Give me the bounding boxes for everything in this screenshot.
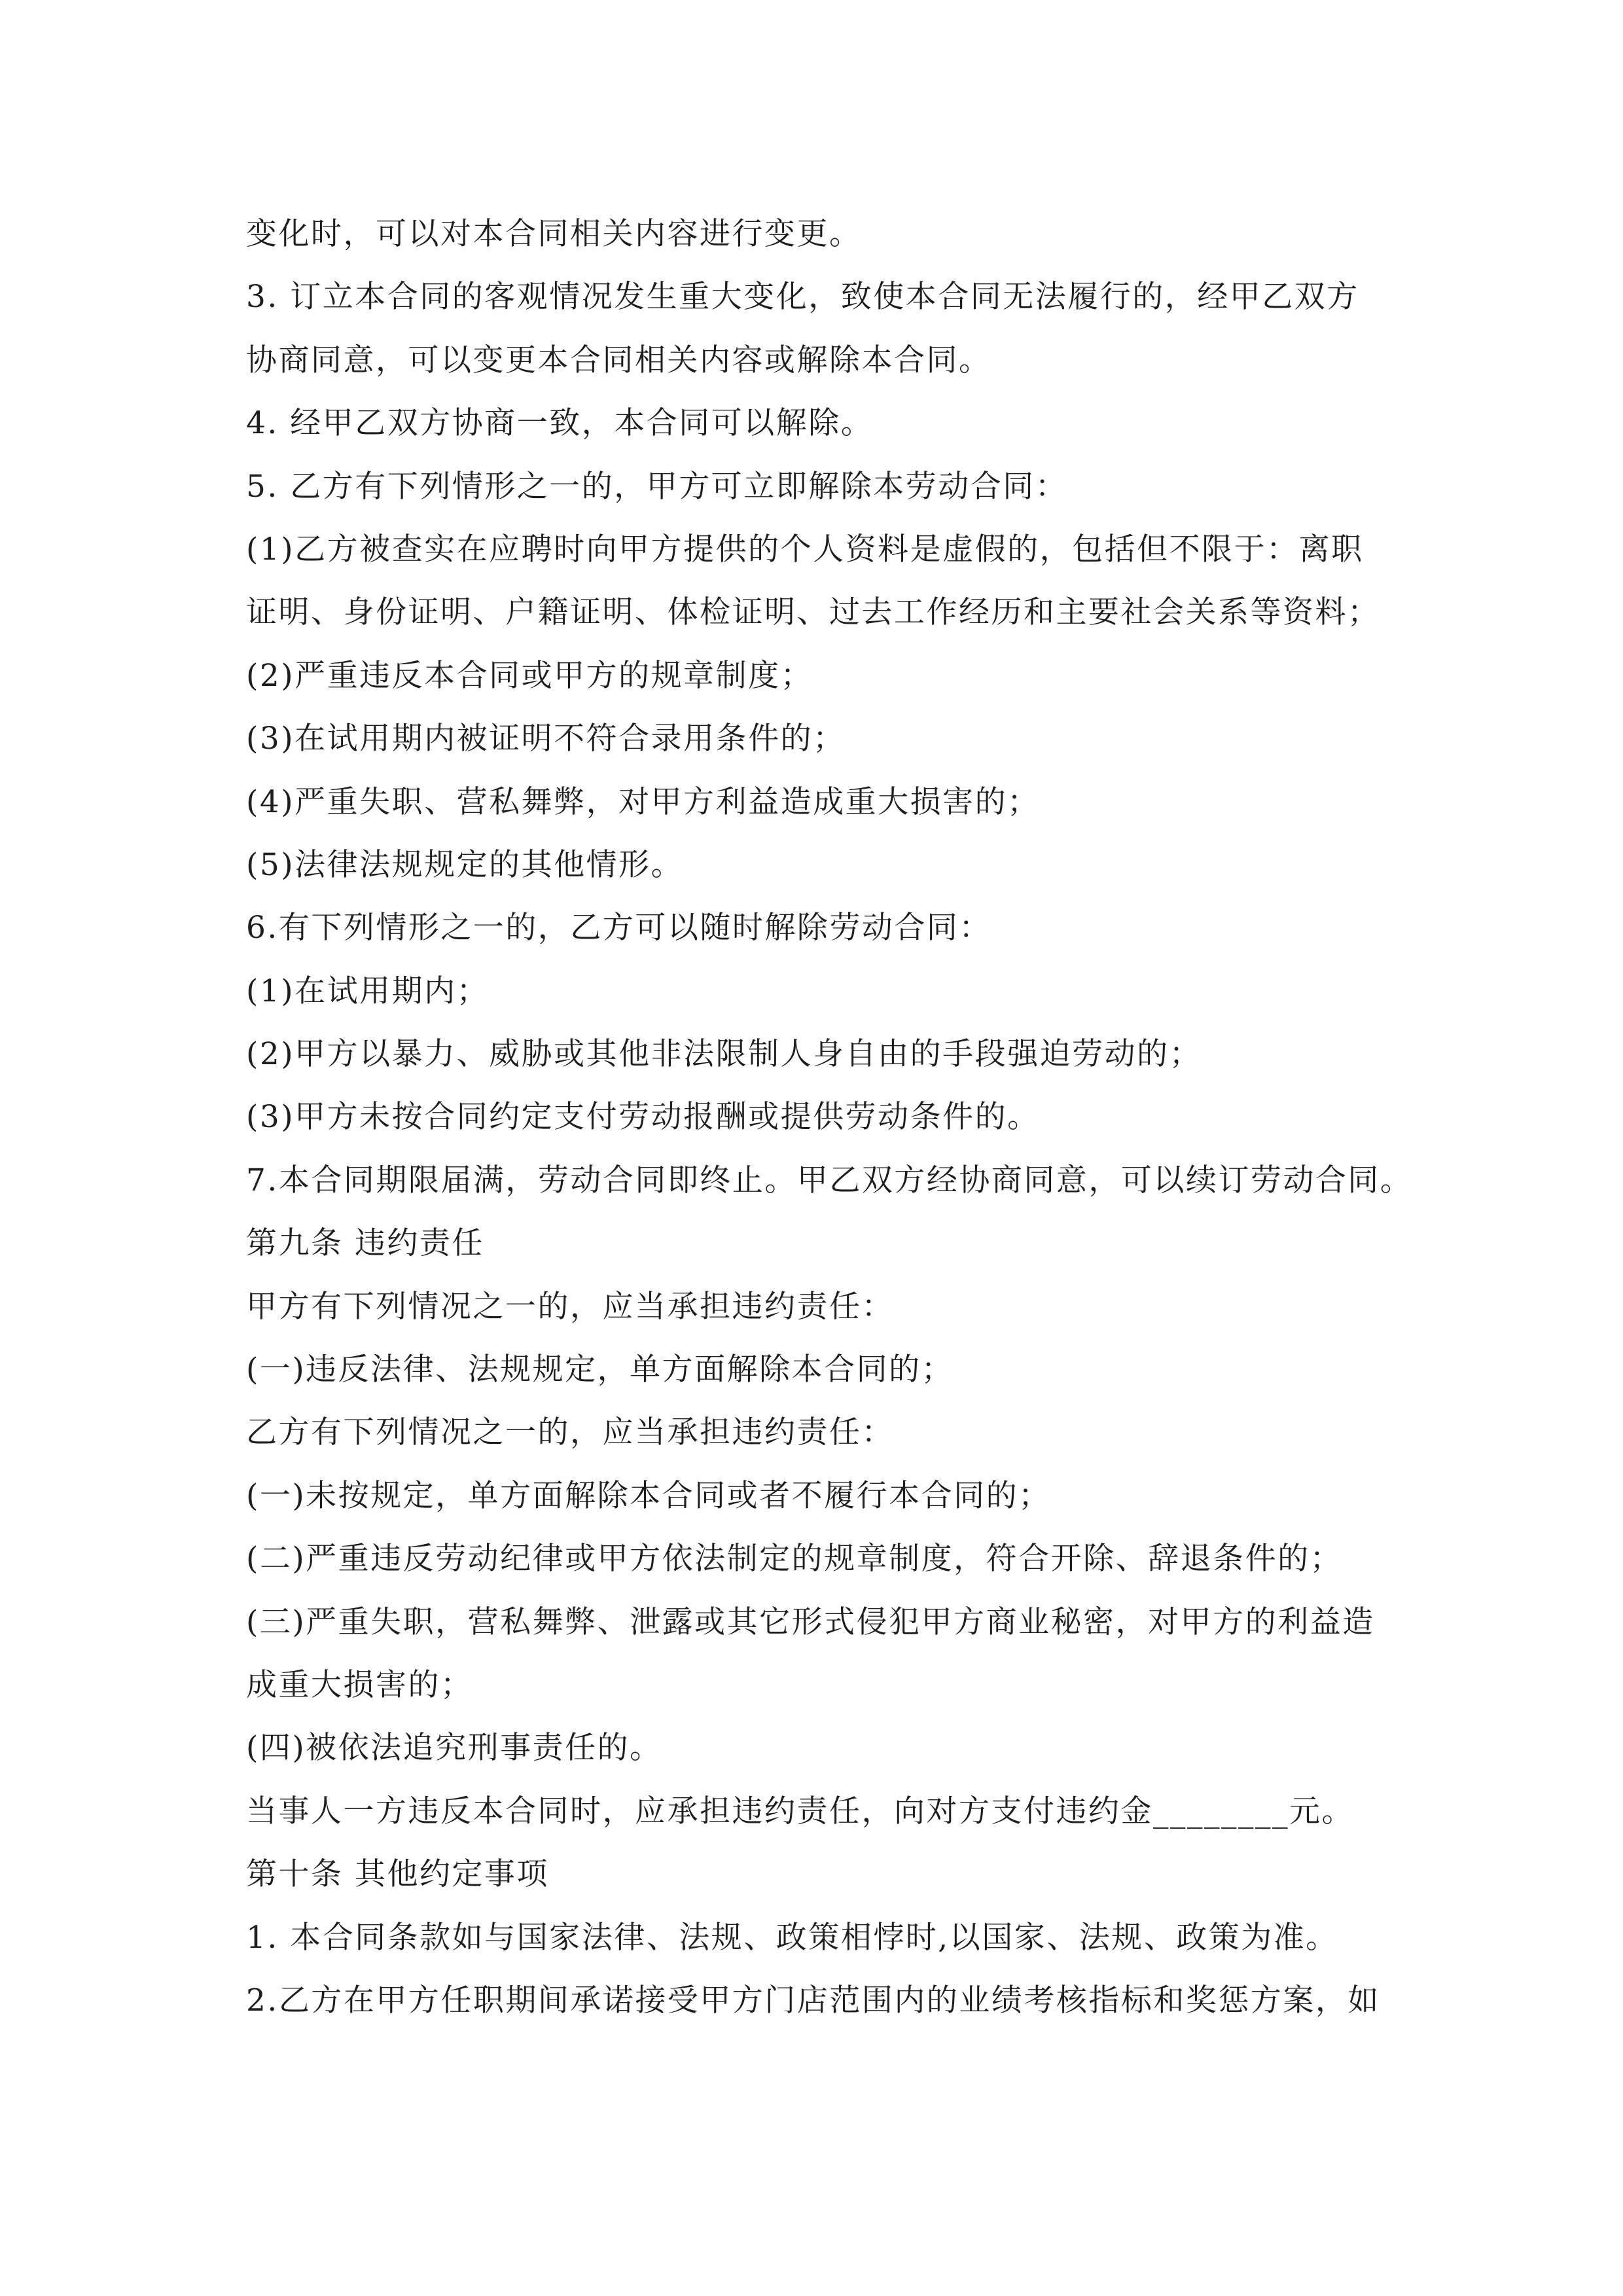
text-line: (四)被依法追究刑事责任的。 [246, 1730, 662, 1767]
text-line: (1)在试用期内； [246, 973, 490, 1009]
text-line: 当事人一方违反本合同时，应承担违约责任，向对方支付违约金________元。 [246, 1793, 1354, 1829]
text-line: 1. 本合同条款如与国家法律、法规、政策相悖时,以国家、法规、政策为准。 [246, 1919, 1338, 1956]
document-body [246, 203, 1413, 2032]
text-line: 甲方有下列情况之一的，应当承担违约责任： [246, 1288, 894, 1325]
text-line: 协商同意，可以变更本合同相关内容或解除本合同。 [246, 342, 991, 378]
text-line: (1)乙方被查实在应聘时向甲方提供的个人资料是虚假的，包括但不限于：离职 [246, 531, 1364, 567]
text-line: (一)违反法律、法规规定，单方面解除本合同的； [246, 1352, 954, 1388]
text-line: 成重大损害的； [246, 1666, 473, 1703]
text-line: 5. 乙方有下列情形之一的，甲方可立即解除本劳动合同： [246, 468, 1068, 505]
text-line: 乙方有下列情况之一的，应当承担违约责任： [246, 1414, 894, 1451]
text-line: 6.有下列情形之一的，乙方可以随时解除劳动合同： [246, 910, 991, 946]
text-line: 3. 订立本合同的客观情况发生重大变化，致使本合同无法履行的，经甲乙双方 [246, 279, 1359, 315]
text-line: (5)法律法规规定的其他情形。 [246, 846, 684, 883]
text-line: (2)甲方以暴力、威胁或其他非法限制人身自由的手段强迫劳动的； [246, 1036, 1202, 1073]
text-line: (3)在试用期内被证明不符合录用条件的； [246, 721, 846, 757]
text-line: (2)严重违反本合同或甲方的规章制度； [246, 657, 813, 694]
text-line: 变化时，可以对本合同相关内容进行变更。 [246, 216, 862, 252]
text-line: 7.本合同期限届满，劳动合同即终止。甲乙双方经协商同意，可以续订劳动合同。 [246, 1162, 1413, 1198]
text-line: (4)严重失职、营私舞弊，对甲方利益造成重大损害的； [246, 783, 1040, 820]
text-line: 证明、身份证明、户籍证明、体检证明、过去工作经历和主要社会关系等资料； [246, 594, 1380, 631]
text-line: (三)严重失职，营私舞弊、泄露或其它形式侵犯甲方商业秘密，对甲方的利益造 [246, 1604, 1375, 1640]
text-line: 2.乙方在甲方任职期间承诺接受甲方门店范围内的业绩考核指标和奖惩方案，如 [246, 1982, 1380, 2018]
text-line: (二)严重违反劳动纪律或甲方依法制定的规章制度，符合开除、辞退条件的； [246, 1541, 1343, 1577]
text-line: (一)未按规定，单方面解除本合同或者不履行本合同的； [246, 1477, 1051, 1514]
text-line: (3)甲方未按合同约定支付劳动报酬或提供劳动条件的。 [246, 1099, 1040, 1136]
text-line: 4. 经甲乙双方协商一致，本合同可以解除。 [246, 405, 874, 442]
section-heading: 第十条 其他约定事项 [246, 1856, 549, 1893]
section-heading: 第九条 违约责任 [246, 1225, 484, 1262]
